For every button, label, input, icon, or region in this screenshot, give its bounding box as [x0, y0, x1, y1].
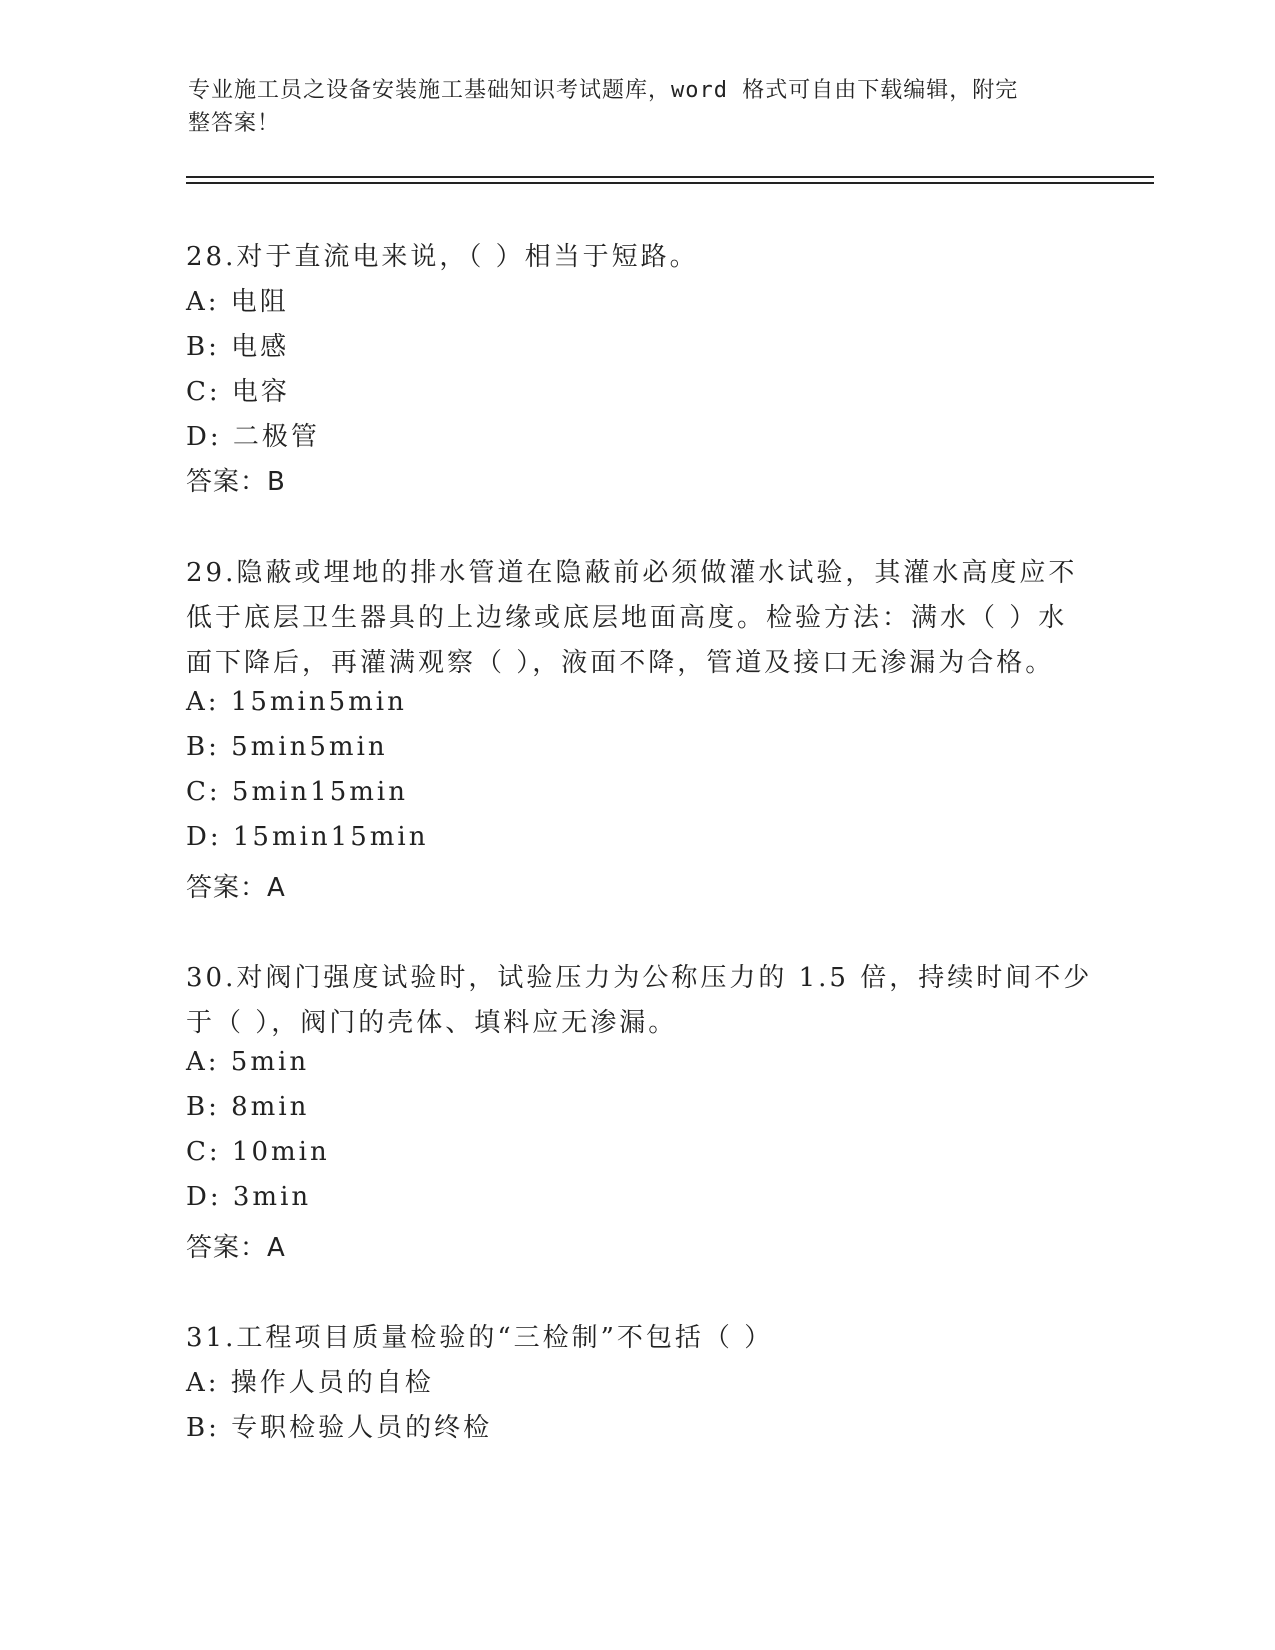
question-stem: 31.工程项目质量检验的“三检制”不包括（ ） [186, 1323, 774, 1353]
option-d: D: 3min [186, 1182, 312, 1212]
answer: 答案：A [186, 1233, 286, 1263]
question-stem-line-1: 30.对阀门强度试验时，试验压力为公称压力的 1.5 倍，持续时间不少 [186, 963, 1093, 993]
header-line-1: 专业施工员之设备安装施工基础知识考试题库，word 格式可自由下载编辑，附完 [188, 78, 1019, 103]
document-header [188, 74, 1068, 140]
option-b: B: 8min [186, 1092, 310, 1122]
option-a: A: 5min [186, 1047, 310, 1077]
option-d: D: 二极管 [186, 422, 320, 452]
question-stem: 28.对于直流电来说，（ ）相当于短路。 [186, 242, 699, 272]
header-divider-top [186, 176, 1154, 178]
answer: 答案：B [186, 467, 286, 497]
option-c: C: 5min15min [186, 777, 408, 807]
answer: 答案：A [186, 873, 286, 903]
option-a: A: 电阻 [186, 287, 289, 317]
question-stem-line-2: 于（ ），阀门的壳体、填料应无渗漏。 [186, 1008, 678, 1038]
header-divider-bottom [186, 182, 1154, 184]
option-b: B: 电感 [186, 332, 290, 362]
option-b: B: 专职检验人员的终检 [186, 1413, 493, 1443]
question-stem-line-2: 低于底层卫生器具的上边缘或底层地面高度。检验方法：满水（ ）水 [186, 603, 1068, 633]
option-c: C: 电容 [186, 377, 290, 407]
option-c: C: 10min [186, 1137, 330, 1167]
question-stem-line-1: 29.隐蔽或埋地的排水管道在隐蔽前必须做灌水试验，其灌水高度应不 [186, 558, 1078, 588]
option-a: A: 15min5min [186, 687, 407, 717]
option-d: D: 15min15min [186, 822, 429, 852]
option-b: B: 5min5min [186, 732, 388, 762]
question-stem-line-3: 面下降后，再灌满观察（ ），液面不降，管道及接口无渗漏为合格。 [186, 648, 1055, 678]
header-line-2: 整答案！ [188, 111, 281, 136]
option-a: A: 操作人员的自检 [186, 1368, 434, 1398]
